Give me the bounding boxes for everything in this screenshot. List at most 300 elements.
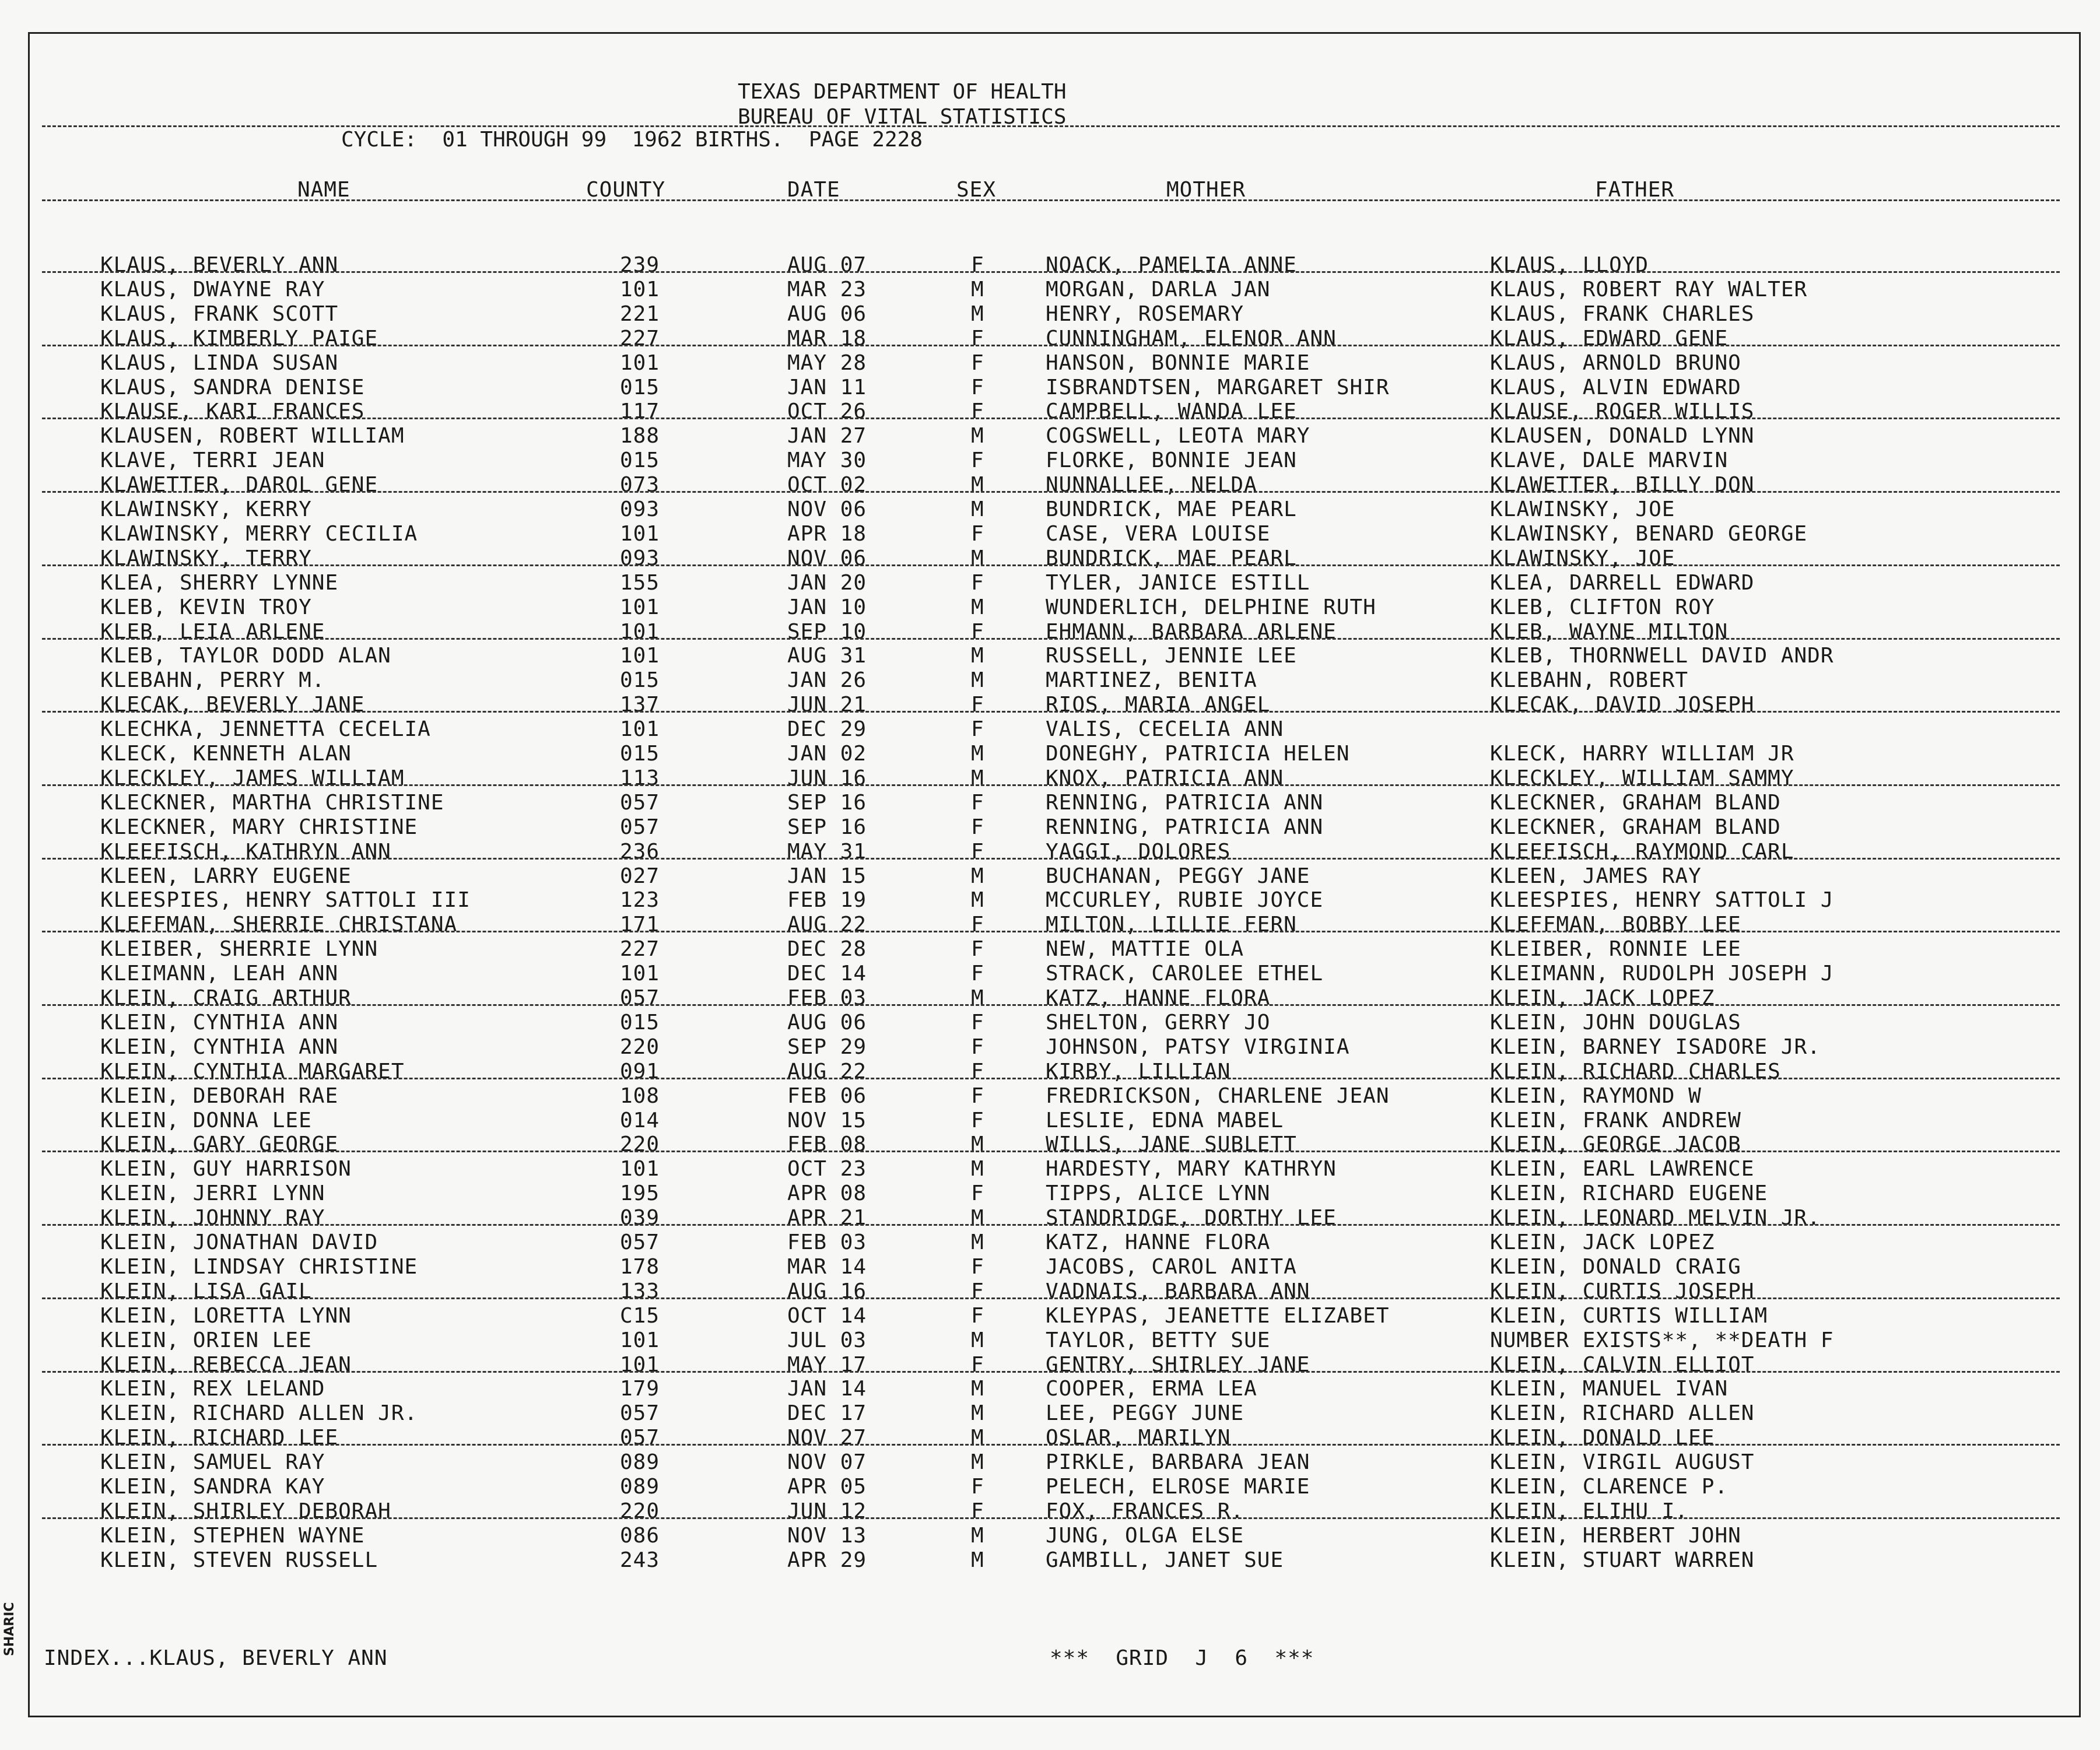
row-divider [42,784,2060,786]
cell-name: KLAUSEN, ROBERT WILLIAM [100,424,405,448]
cell-county: 220 [620,1034,660,1059]
cell-county: 073 [620,473,660,497]
cell-sex: M [971,1377,984,1401]
cell-mother: BUNDRICK, MAE PEARL [1046,497,1297,521]
row-divider [42,1517,2060,1519]
cell-date: SEP 16 [787,815,867,839]
cell-county: 113 [620,766,660,790]
cell-name: KLEB, TAYLOR DODD ALAN [100,644,391,668]
cell-date: APR 08 [787,1181,867,1206]
cell-father: KLEIBER, RONNIE LEE [1490,937,1741,962]
cell-sex: M [971,644,984,668]
cell-date: JUN 16 [787,766,867,790]
cell-sex: F [971,1279,984,1303]
cell-sex: M [971,1157,984,1181]
cell-mother: GENTRY, SHIRLEY JANE [1046,1352,1310,1377]
cell-name: KLAUS, DWAYNE RAY [100,277,325,301]
cell-name: KLEIN, SANDRA KAY [100,1475,325,1499]
row-divider [42,1371,2060,1373]
cell-county: C15 [620,1303,660,1328]
cell-county: 015 [620,375,660,399]
row-divider [42,418,2060,419]
cell-mother: STRACK, CAROLEE ETHEL [1046,962,1324,986]
cell-sex: F [971,399,984,424]
cell-sex: M [971,546,984,570]
cell-name: KLECK, KENNETH ALAN [100,742,352,766]
cell-father: KLAUSEN, DONALD LYNN [1490,424,1755,448]
cell-date: OCT 02 [787,473,867,497]
cell-county: 057 [620,1230,660,1254]
cell-date: SEP 29 [787,1034,867,1059]
cell-sex: F [971,253,984,277]
cell-county: 227 [620,326,660,350]
cell-name: KLECKLEY, JAMES WILLIAM [100,766,405,790]
cell-mother: TIPPS, ALICE LYNN [1046,1181,1271,1206]
cell-father: KLEIMANN, RUDOLPH JOSEPH J [1490,962,1834,986]
cell-father: KLAWINSKY, BENARD GEORGE [1490,521,1808,546]
cell-date: DEC 29 [787,717,867,742]
cell-date: APR 18 [787,521,867,546]
cell-name: KLEIN, SAMUEL RAY [100,1450,325,1475]
cell-county: 101 [620,1157,660,1181]
cell-mother: PELECH, ELROSE MARIE [1046,1475,1310,1499]
cell-mother: WUNDERLICH, DELPHINE RUTH [1046,595,1376,619]
cell-mother: KATZ, HANNE FLORA [1046,986,1271,1010]
cell-date: NOV 06 [787,497,867,521]
cell-name: KLEIN, LINDSAY CHRISTINE [100,1254,418,1279]
cell-date: APR 21 [787,1206,867,1230]
cell-county: 137 [620,693,660,717]
cell-date: JAN 11 [787,375,867,399]
cell-name: KLAWINSKY, KERRY [100,497,312,521]
col-header-date: DATE [787,178,840,202]
cell-mother: ISBRANDTSEN, MARGARET SHIR [1046,375,1390,399]
cell-mother: STANDRIDGE, DORTHY LEE [1046,1206,1337,1230]
cell-date: AUG 16 [787,1279,867,1303]
cell-sex: F [971,839,984,864]
cell-date: SEP 10 [787,619,867,644]
cell-mother: NEW, MATTIE OLA [1046,937,1244,962]
header-divider [42,125,2060,127]
cell-date: OCT 23 [787,1157,867,1181]
cell-name: KLEIN, GARY GEORGE [100,1132,339,1157]
cell-name: KLEB, LEIA ARLENE [100,619,325,644]
cell-father: KLAWETTER, BILLY DON [1490,473,1755,497]
cell-name: KLEIN, CYNTHIA MARGARET [100,1059,405,1083]
cell-sex: M [971,1450,984,1475]
cell-father: KLAUS, ALVIN EDWARD [1490,375,1741,399]
cell-date: FEB 08 [787,1132,867,1157]
cell-mother: KATZ, HANNE FLORA [1046,1230,1271,1254]
cell-sex: M [971,668,984,693]
cell-father: KLAUS, ROBERT RAY WALTER [1490,277,1808,301]
cell-date: JAN 15 [787,864,867,888]
cell-county: 091 [620,1059,660,1083]
cell-name: KLAWINSKY, TERRY [100,546,312,570]
cell-father: KLEIN, EARL LAWRENCE [1490,1157,1755,1181]
cell-date: DEC 17 [787,1401,867,1426]
cell-name: KLECKNER, MARY CHRISTINE [100,815,418,839]
col-header-county: COUNTY [586,178,666,202]
cell-sex: M [971,888,984,913]
row-divider [42,491,2060,493]
cell-county: 015 [620,742,660,766]
cell-sex: M [971,1426,984,1450]
row-divider [42,345,2060,346]
cell-county: 155 [620,570,660,595]
cell-county: 027 [620,864,660,888]
cell-father: KLAUS, LLOYD [1490,253,1649,277]
cell-father: KLEB, WAYNE MILTON [1490,619,1729,644]
cell-name: KLEIN, REX LELAND [100,1377,325,1401]
cell-sex: M [971,864,984,888]
cell-father: KLAUS, FRANK CHARLES [1490,301,1755,326]
cell-mother: KLEYPAS, JEANETTE ELIZABET [1046,1303,1390,1328]
cell-mother: DONEGHY, PATRICIA HELEN [1046,742,1350,766]
cell-name: KLEIN, DEBORAH RAE [100,1083,339,1108]
cell-sex: F [971,913,984,937]
cell-date: AUG 22 [787,913,867,937]
cell-father: KLECKLEY, WILLIAM SAMMY [1490,766,1794,790]
cell-county: 093 [620,546,660,570]
cell-father: KLEIN, GEORGE JACOB [1490,1132,1741,1157]
cell-mother: VADNAIS, BARBARA ANN [1046,1279,1310,1303]
cell-mother: CAMPBELL, WANDA LEE [1046,399,1297,424]
cell-county: 101 [620,1352,660,1377]
cell-county: 123 [620,888,660,913]
cell-father: KLEIN, CURTIS JOSEPH [1490,1279,1755,1303]
row-divider [42,1297,2060,1299]
cell-county: 101 [620,619,660,644]
cell-mother: BUCHANAN, PEGGY JANE [1046,864,1310,888]
cell-county: 101 [620,595,660,619]
cell-date: FEB 03 [787,1230,867,1254]
cell-father: KLEIN, DONALD CRAIG [1490,1254,1741,1279]
cell-father: KLECAK, DAVID JOSEPH [1490,693,1755,717]
cell-mother: KIRBY, LILLIAN [1046,1059,1231,1083]
cell-father: KLEIN, JACK LOPEZ [1490,986,1715,1010]
cell-sex: F [971,570,984,595]
cell-date: DEC 14 [787,962,867,986]
cell-sex: F [971,1059,984,1083]
cell-name: KLEIN, SHIRLEY DEBORAH [100,1499,391,1523]
cell-sex: F [971,1499,984,1523]
cell-county: 117 [620,399,660,424]
cell-mother: COGSWELL, LEOTA MARY [1046,424,1310,448]
cell-sex: F [971,693,984,717]
cell-mother: JOHNSON, PATSY VIRGINIA [1046,1034,1350,1059]
cell-father: KLAWINSKY, JOE [1490,497,1675,521]
cell-name: KLAUSE, KARI FRANCES [100,399,365,424]
header-agency: TEXAS DEPARTMENT OF HEALTH [738,80,1067,104]
cell-sex: M [971,1328,984,1352]
cell-date: JUL 03 [787,1328,867,1352]
cell-mother: KNOX, PATRICIA ANN [1046,766,1284,790]
cell-name: KLEIN, REBECCA JEAN [100,1352,352,1377]
cell-sex: F [971,937,984,962]
cell-sex: F [971,790,984,815]
row-divider [42,711,2060,713]
cell-father: KLAUS, ARNOLD BRUNO [1490,350,1741,375]
cell-date: MAY 30 [787,448,867,473]
row-divider [42,1444,2060,1446]
cell-county: 133 [620,1279,660,1303]
cell-name: KLAUS, FRANK SCOTT [100,301,339,326]
cell-name: KLAUS, LINDA SUSAN [100,350,339,375]
cell-county: 178 [620,1254,660,1279]
cell-name: KLAUS, BEVERLY ANN [100,253,339,277]
cell-county: 057 [620,1426,660,1450]
cell-name: KLEESPIES, HENRY SATTOLI III [100,888,471,913]
cell-mother: WILLS, JANE SUBLETT [1046,1132,1297,1157]
cell-mother: NUNNALLEE, NELDA [1046,473,1257,497]
cell-name: KLEIN, JERRI LYNN [100,1181,325,1206]
cell-date: NOV 15 [787,1108,867,1132]
cell-mother: FOX, FRANCES R. [1046,1499,1244,1523]
header-bureau: BUREAU OF VITAL STATISTICS [738,105,1067,129]
cell-date: NOV 06 [787,546,867,570]
cell-date: JUN 21 [787,693,867,717]
cell-sex: M [971,1523,984,1548]
cell-sex: F [971,1352,984,1377]
cell-name: KLEFFMAN, SHERRIE CHRISTANA [100,913,458,937]
cell-mother: LEE, PEGGY JUNE [1046,1401,1244,1426]
cell-sex: F [971,375,984,399]
cell-father: KLECK, HARRY WILLIAM JR [1490,742,1794,766]
cell-mother: GAMBILL, JANET SUE [1046,1548,1284,1572]
cell-sex: M [971,497,984,521]
cell-name: KLAUS, KIMBERLY PAIGE [100,326,378,350]
cell-county: 188 [620,424,660,448]
cell-mother: LESLIE, EDNA MABEL [1046,1108,1284,1132]
cell-county: 101 [620,277,660,301]
cell-father: KLEIN, HERBERT JOHN [1490,1523,1741,1548]
cell-date: NOV 13 [787,1523,867,1548]
cell-date: JUN 12 [787,1499,867,1523]
cell-mother: RUSSELL, JENNIE LEE [1046,644,1297,668]
cell-name: KLEIN, RICHARD LEE [100,1426,339,1450]
cell-county: 195 [620,1181,660,1206]
cell-county: 093 [620,497,660,521]
cell-name: KLEIN, CYNTHIA ANN [100,1034,339,1059]
cell-name: KLEIN, RICHARD ALLEN JR. [100,1401,418,1426]
cell-date: JAN 02 [787,742,867,766]
cell-name: KLEIN, JOHNNY RAY [100,1206,325,1230]
cell-date: FEB 03 [787,986,867,1010]
cell-sex: F [971,815,984,839]
col-header-sex: SEX [956,178,997,202]
footer-index: INDEX...KLAUS, BEVERLY ANN [44,1646,388,1670]
col-header-name: NAME [297,178,350,202]
cell-mother: TAYLOR, BETTY SUE [1046,1328,1271,1352]
cell-father: KLEIN, DONALD LEE [1490,1426,1715,1450]
cell-county: 243 [620,1548,660,1572]
cell-mother: JACOBS, CAROL ANITA [1046,1254,1297,1279]
cell-mother: RIOS, MARIA ANGEL [1046,693,1271,717]
cell-father: KLEIN, BARNEY ISADORE JR. [1490,1034,1821,1059]
cell-county: 236 [620,839,660,864]
cell-date: JAN 10 [787,595,867,619]
cell-sex: M [971,1206,984,1230]
cell-name: KLEIMANN, LEAH ANN [100,962,339,986]
cell-date: AUG 31 [787,644,867,668]
cell-father: KLEIN, JOHN DOUGLAS [1490,1010,1741,1034]
cell-date: NOV 27 [787,1426,867,1450]
cell-father: KLEIN, RICHARD CHARLES [1490,1059,1781,1083]
footer-grid: *** GRID J 6 *** [1050,1646,1314,1670]
cell-sex: F [971,350,984,375]
cell-mother: FLORKE, BONNIE JEAN [1046,448,1297,473]
cell-father: KLEIN, ELIHU I. [1490,1499,1689,1523]
cell-name: KLEBAHN, PERRY M. [100,668,325,693]
cell-county: 015 [620,448,660,473]
cell-county: 015 [620,668,660,693]
cell-father: KLEIN, STUART WARREN [1490,1548,1755,1572]
cell-sex: M [971,1548,984,1572]
cell-name: KLEIN, CYNTHIA ANN [100,1010,339,1034]
cell-name: KLECAK, BEVERLY JANE [100,693,365,717]
cell-sex: F [971,1108,984,1132]
cell-mother: JUNG, OLGA ELSE [1046,1523,1244,1548]
cell-father: KLEIN, VIRGIL AUGUST [1490,1450,1755,1475]
cell-date: NOV 07 [787,1450,867,1475]
cell-name: KLEEFISCH, KATHRYN ANN [100,839,391,864]
cell-county: 057 [620,1401,660,1426]
cell-father: KLEIN, JACK LOPEZ [1490,1230,1715,1254]
cell-county: 057 [620,815,660,839]
cell-date: MAR 18 [787,326,867,350]
cell-date: AUG 06 [787,301,867,326]
cell-date: JAN 27 [787,424,867,448]
cell-father: KLEFFMAN, BOBBY LEE [1490,913,1741,937]
cell-sex: F [971,1475,984,1499]
cell-date: FEB 06 [787,1083,867,1108]
cell-father: KLEIN, RAYMOND W [1490,1083,1702,1108]
cell-date: APR 29 [787,1548,867,1572]
cell-sex: F [971,1083,984,1108]
cell-mother: MARTINEZ, BENITA [1046,668,1257,693]
cell-date: MAR 23 [787,277,867,301]
cell-date: JAN 26 [787,668,867,693]
cell-sex: F [971,326,984,350]
cell-date: MAY 28 [787,350,867,375]
cell-county: 108 [620,1083,660,1108]
cell-mother: HENRY, ROSEMARY [1046,301,1244,326]
cell-county: 179 [620,1377,660,1401]
cell-father: NUMBER EXISTS**, **DEATH F [1490,1328,1834,1352]
cell-sex: F [971,521,984,546]
cell-father: KLEB, CLIFTON ROY [1490,595,1715,619]
cell-mother: COOPER, ERMA LEA [1046,1377,1257,1401]
cell-date: AUG 07 [787,253,867,277]
cell-date: AUG 06 [787,1010,867,1034]
row-divider [42,271,2060,273]
cell-sex: F [971,1034,984,1059]
cell-county: 014 [620,1108,660,1132]
cell-sex: F [971,448,984,473]
cell-sex: M [971,301,984,326]
cell-county: 101 [620,962,660,986]
cell-sex: M [971,1401,984,1426]
cell-name: KLEIN, STEPHEN WAYNE [100,1523,365,1548]
cell-sex: F [971,962,984,986]
cell-mother: HARDESTY, MARY KATHRYN [1046,1157,1337,1181]
cell-mother: OSLAR, MARILYN [1046,1426,1231,1450]
row-divider [42,1151,2060,1152]
cell-sex: M [971,986,984,1010]
cell-name: KLEIN, LISA GAIL [100,1279,312,1303]
cell-county: 227 [620,937,660,962]
cell-mother: PIRKLE, BARBARA JEAN [1046,1450,1310,1475]
cell-mother: YAGGI, DOLORES [1046,839,1231,864]
side-label: SHARIC [2,1602,17,1656]
cell-name: KLEIN, GUY HARRISON [100,1157,352,1181]
cell-name: KLEIN, JONATHAN DAVID [100,1230,378,1254]
cell-mother: RENNING, PATRICIA ANN [1046,815,1324,839]
cell-mother: EHMANN, BARBARA ARLENE [1046,619,1337,644]
cell-name: KLAVE, TERRI JEAN [100,448,325,473]
cell-name: KLEIBER, SHERRIE LYNN [100,937,378,962]
cell-sex: M [971,1230,984,1254]
cell-father: KLEIN, CLARENCE P. [1490,1475,1729,1499]
cell-county: 101 [620,350,660,375]
cell-father: KLEBAHN, ROBERT [1490,668,1689,693]
cell-date: SEP 16 [787,790,867,815]
cell-sex: F [971,1254,984,1279]
cell-mother: HANSON, BONNIE MARIE [1046,350,1310,375]
cell-county: 101 [620,521,660,546]
cell-sex: M [971,473,984,497]
cell-county: 101 [620,717,660,742]
col-header-mother: MOTHER [1166,178,1246,202]
cell-sex: F [971,619,984,644]
cell-father: KLEIN, RICHARD ALLEN [1490,1401,1755,1426]
cell-date: MAY 17 [787,1352,867,1377]
cell-mother: SHELTON, GERRY JO [1046,1010,1271,1034]
column-header-divider [42,199,2060,201]
cell-county: 221 [620,301,660,326]
row-divider [42,638,2060,640]
cell-date: JAN 20 [787,570,867,595]
cell-date: DEC 28 [787,937,867,962]
cell-date: FEB 19 [787,888,867,913]
cell-mother: FREDRICKSON, CHARLENE JEAN [1046,1083,1390,1108]
cell-mother: RENNING, PATRICIA ANN [1046,790,1324,815]
cell-father: KLEA, DARRELL EDWARD [1490,570,1755,595]
cell-county: 057 [620,790,660,815]
cell-county: 057 [620,986,660,1010]
cell-father: KLEIN, CURTIS WILLIAM [1490,1303,1768,1328]
row-divider [42,931,2060,932]
cell-mother: CUNNINGHAM, ELENOR ANN [1046,326,1337,350]
cell-father: KLEEFISCH, RAYMOND CARL [1490,839,1794,864]
cell-date: OCT 14 [787,1303,867,1328]
cell-name: KLEIN, ORIEN LEE [100,1328,312,1352]
cell-father: KLECKNER, GRAHAM BLAND [1490,790,1781,815]
cell-county: 039 [620,1206,660,1230]
cell-name: KLEIN, LORETTA LYNN [100,1303,352,1328]
cell-county: 101 [620,644,660,668]
cell-date: OCT 26 [787,399,867,424]
cell-father: KLEEN, JAMES RAY [1490,864,1702,888]
cell-county: 089 [620,1450,660,1475]
cell-name: KLEEN, LARRY EUGENE [100,864,352,888]
col-header-father: FATHER [1595,178,1675,202]
cell-date: MAY 31 [787,839,867,864]
cell-county: 101 [620,1328,660,1352]
cell-sex: F [971,717,984,742]
cell-mother: TYLER, JANICE ESTILL [1046,570,1310,595]
